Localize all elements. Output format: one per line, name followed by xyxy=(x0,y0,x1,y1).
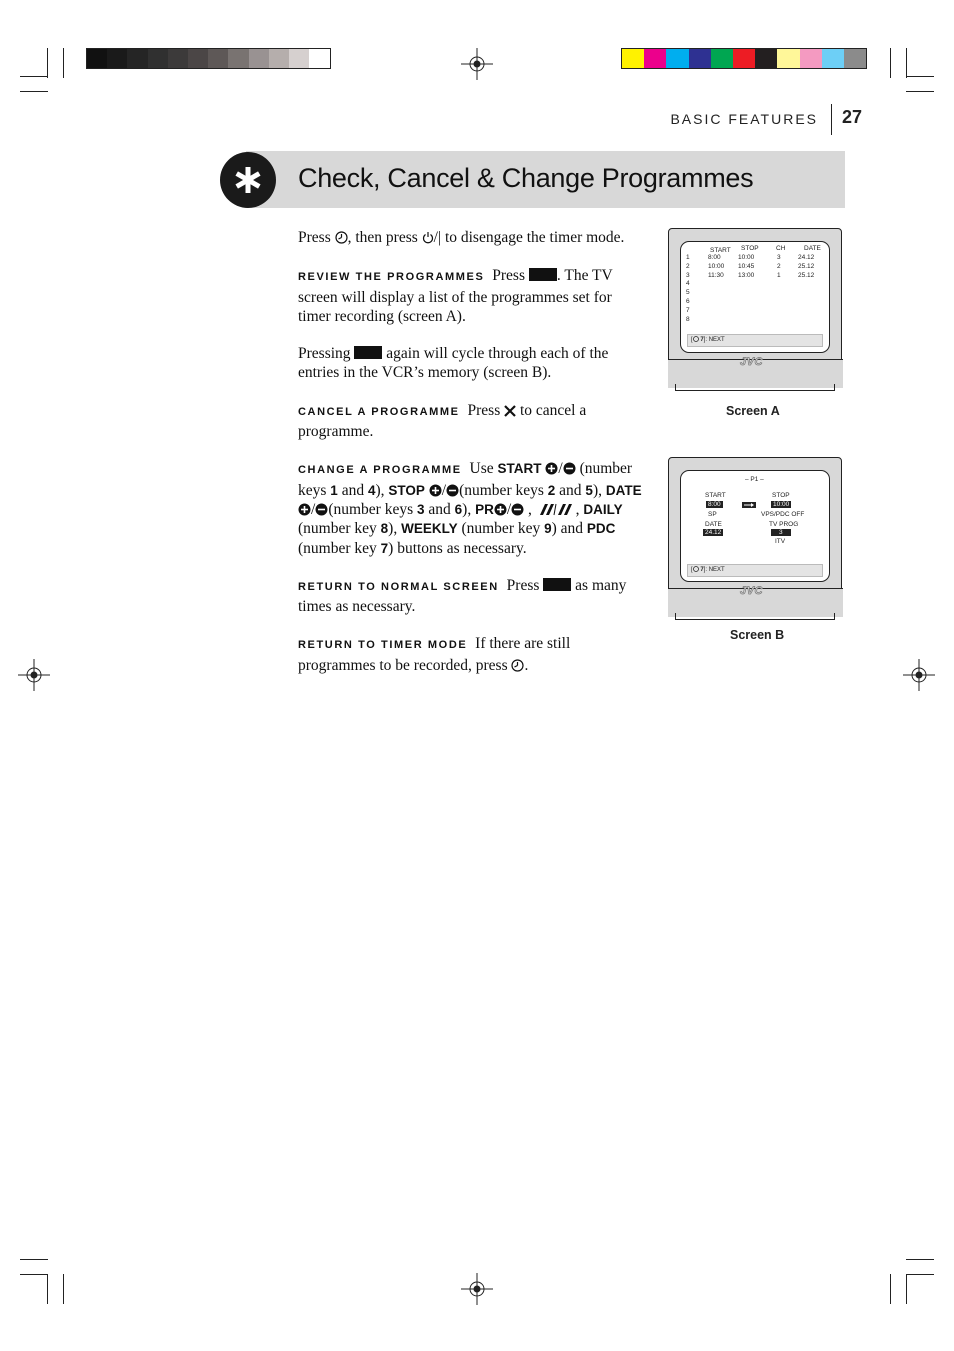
return-normal-paragraph: RETURN TO NORMAL SCREEN Press as many times as necessary. xyxy=(298,576,627,616)
cancel-paragraph: CANCEL A PROGRAMME Press to cancel a programme. xyxy=(298,401,587,441)
tv-screen: START STOP CH DATE 1 8:00 10:00 3 24.12 2 10:00 10:45 2 25.12 3 11:30 13:00 1 25.12 4 5 6 7 8 [ 7]: NEXT xyxy=(680,241,830,353)
program-check-button-icon xyxy=(529,268,557,281)
cancel-x-icon xyxy=(504,405,516,417)
color-swatch xyxy=(168,49,188,68)
plus-circle-icon xyxy=(298,503,311,516)
crop-mark xyxy=(906,1274,907,1304)
color-swatch xyxy=(208,49,228,68)
tv-feet xyxy=(675,384,835,391)
color-swatch xyxy=(309,49,329,68)
crop-mark xyxy=(906,1274,934,1275)
color-swatch xyxy=(777,49,799,68)
minus-circle-icon xyxy=(446,484,459,497)
program-list-cell: 11:30 xyxy=(708,271,724,279)
next-hint-bar: [ 7]: NEXT xyxy=(687,334,823,347)
grayscale-calibration-bar xyxy=(86,48,331,69)
color-swatch xyxy=(289,49,309,68)
plus-circle-icon xyxy=(545,462,558,475)
color-swatch xyxy=(127,49,147,68)
program-list-cell: 2 xyxy=(686,262,690,270)
minus-circle-icon xyxy=(563,462,576,475)
color-swatch xyxy=(107,49,127,68)
program-list-cell: 8 xyxy=(686,315,690,323)
color-swatch xyxy=(800,49,822,68)
plus-circle-icon xyxy=(429,484,442,497)
crop-mark xyxy=(20,1259,48,1260)
timer-clock-icon xyxy=(335,231,348,244)
body-text xyxy=(298,228,643,693)
crop-mark xyxy=(20,91,48,92)
screen-a-caption: Screen A xyxy=(726,404,780,418)
tv-illustration-screen-a xyxy=(668,228,842,388)
color-swatch xyxy=(228,49,248,68)
crop-mark xyxy=(890,48,891,78)
crop-mark xyxy=(906,1259,934,1260)
color-swatch xyxy=(711,49,733,68)
color-swatch xyxy=(269,49,289,68)
crop-mark xyxy=(47,48,48,78)
program-list-cell: 8:00 xyxy=(708,254,721,261)
power-icon xyxy=(422,231,434,244)
crop-mark xyxy=(20,76,48,77)
program-list-cell: 1 xyxy=(777,271,781,279)
program-list-cell: 10:45 xyxy=(738,262,755,270)
color-swatch xyxy=(689,49,711,68)
color-swatch xyxy=(622,49,644,68)
color-swatch xyxy=(148,49,168,68)
pressing-paragraph: Pressing again will cycle through each of the entries in the VCR’s memory (screen B). xyxy=(298,345,609,382)
jvc-logo: JVC xyxy=(740,585,763,597)
program-list-cell: 2 xyxy=(777,262,781,270)
minus-circle-icon xyxy=(315,503,328,516)
color-swatch xyxy=(87,49,107,68)
crop-mark xyxy=(47,1274,48,1304)
registration-mark-icon xyxy=(18,659,50,691)
program-list-cell: 3 xyxy=(777,254,781,261)
color-swatch xyxy=(188,49,208,68)
screen-b-caption: Screen B xyxy=(730,628,785,642)
color-swatch xyxy=(822,49,844,68)
program-list-cell: 7 xyxy=(686,306,690,314)
arrow-right-icon xyxy=(742,502,756,508)
tv-feet xyxy=(675,613,835,620)
crop-mark xyxy=(906,76,934,77)
program-list-cell: 5 xyxy=(686,289,690,297)
color-swatch xyxy=(755,49,777,68)
crop-mark xyxy=(63,48,64,78)
next-hint-bar: [ 7]: NEXT xyxy=(687,564,823,577)
crop-mark xyxy=(890,1274,891,1304)
program-list-cell: 6 xyxy=(686,298,690,305)
section-label: BASIC FEATURES xyxy=(670,111,818,127)
program-check-button-icon xyxy=(354,346,382,359)
page-title: Check, Cancel & Change Programmes xyxy=(298,163,754,193)
registration-mark-icon xyxy=(461,1273,493,1305)
timer-clock-icon xyxy=(693,566,699,572)
color-swatch xyxy=(249,49,269,68)
intro-paragraph: Press , then press /| to disengage the timer mode. xyxy=(298,229,625,246)
tv-screen: – P1 – START 8:00 SP DATE 24.12 STOP 10:00 VPS/PDC OFF TV PROG 3 ITV [ 7]: NEXT xyxy=(680,470,830,582)
return-timer-paragraph: RETURN TO TIMER MODE If there are still programmes to be recorded, press . xyxy=(298,635,571,674)
review-paragraph: REVIEW THE PROGRAMMES Press . The TV screen will display a list of the programmes set for timer recording (screen A). xyxy=(298,267,613,325)
program-list-cell: 10:00 xyxy=(708,262,725,270)
crop-mark xyxy=(63,1274,64,1304)
slash-bars-icon xyxy=(536,503,572,516)
crop-mark xyxy=(906,91,934,92)
minus-circle-icon xyxy=(511,503,524,516)
plus-circle-icon xyxy=(494,503,507,516)
program-list-cell: 25.12 xyxy=(798,271,815,279)
program-list-cell: 1 xyxy=(686,254,690,261)
change-paragraph: CHANGE A PROGRAMME Use START / (number keys 1 and 4), STOP / (number keys 2 and 5), DATE / (number keys 3 and 6), PR / , , DAILY (number key 8), WEEKLY (number key 9) and PDC (number key 7) buttons as necessary. xyxy=(298,460,642,557)
registration-mark-icon xyxy=(461,48,493,80)
program-list-cell: 4 xyxy=(686,280,690,288)
program-list-cell: 25.12 xyxy=(798,262,815,270)
timer-clock-icon xyxy=(511,659,524,672)
tv-illustration-screen-b xyxy=(668,457,842,617)
registration-mark-icon xyxy=(903,659,935,691)
color-swatch xyxy=(844,49,866,68)
timer-clock-icon xyxy=(693,336,699,342)
jvc-logo: JVC xyxy=(740,356,763,368)
program-list-cell: 24.12 xyxy=(798,254,815,261)
crop-mark xyxy=(906,48,907,78)
crop-mark xyxy=(20,1274,48,1275)
header-divider xyxy=(831,104,832,135)
color-calibration-bar xyxy=(621,48,867,69)
asterisk-badge-icon xyxy=(220,152,276,208)
program-list-cell: 10:00 xyxy=(738,254,755,261)
color-swatch xyxy=(666,49,688,68)
color-swatch xyxy=(733,49,755,68)
page-number: 27 xyxy=(842,107,863,127)
program-list-cell: 3 xyxy=(686,271,690,279)
program-list-cell: 13:00 xyxy=(738,271,755,279)
color-swatch xyxy=(644,49,666,68)
program-check-button-icon xyxy=(543,578,571,591)
